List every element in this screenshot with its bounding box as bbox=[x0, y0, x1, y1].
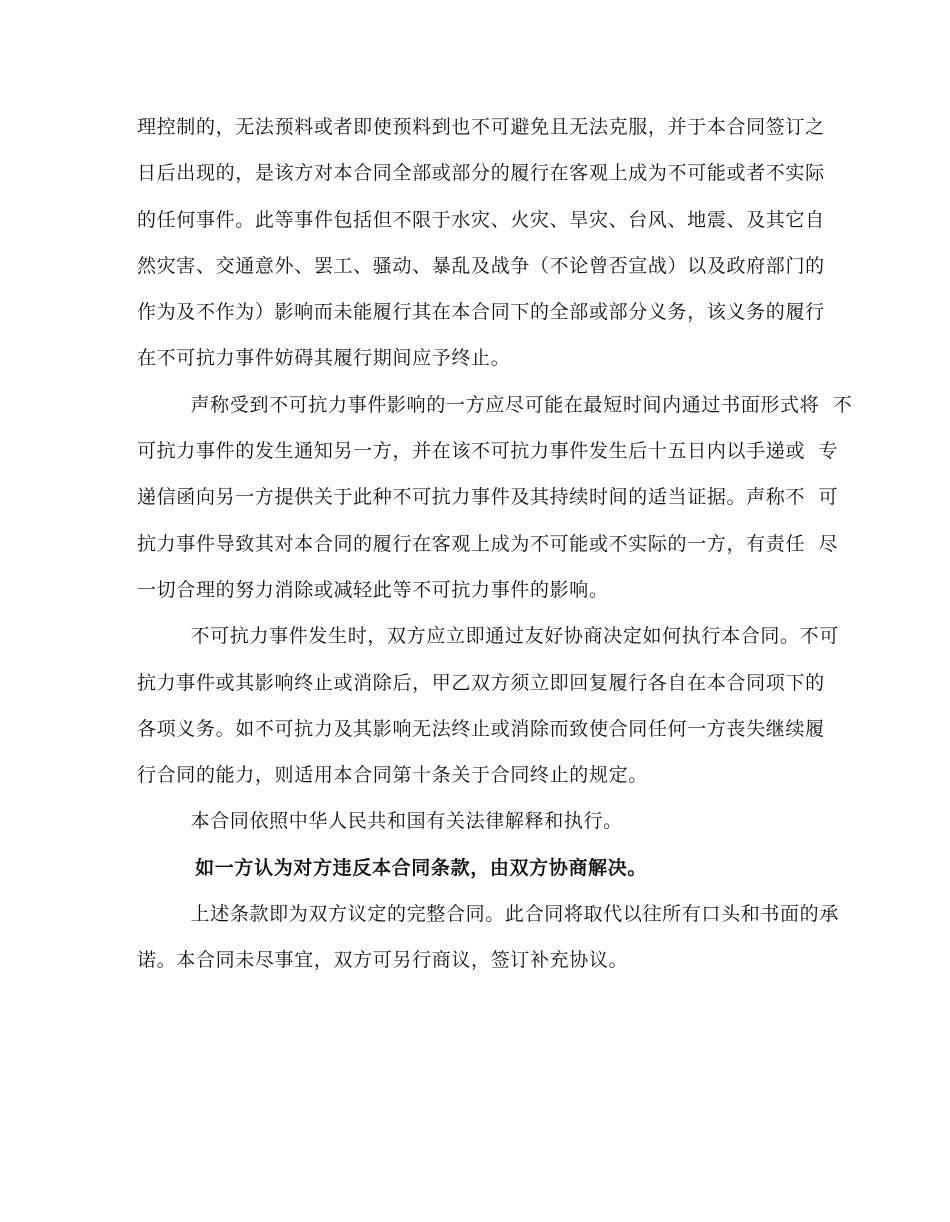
text-line-bold: 如一方认为对方违反本合同条款，由双方协商解决。 bbox=[137, 856, 648, 879]
text-line: 抗力事件导致其对本合同的履行在客观上成为不可能或不实际的一方，有责任 尽 bbox=[137, 532, 839, 555]
text-line: 作为及不作为）影响而未能履行其在本合同下的全部或部分义务，该义务的履行 bbox=[137, 301, 825, 324]
text-line: 理控制的，无法预料或者即使预料到也不可避免且无法克服，并于本合同签订之 bbox=[137, 116, 825, 138]
text-line: 一切合理的努力消除或减轻此等不可抗力事件的影响。 bbox=[137, 578, 609, 601]
text-line: 然灾害、交通意外、罢工、骚动、暴乱及战争（不论曾否宣战）以及政府部门的 bbox=[137, 254, 825, 277]
text-line: 上述条款即为双方议定的完整合同。此合同将取代以往所有口头和书面的承 bbox=[137, 903, 839, 926]
text-line: 在不可抗力事件妨碍其履行期间应予终止。 bbox=[137, 347, 511, 370]
text-line: 抗力事件或其影响终止或消除后，甲乙双方须立即回复履行各自在本合同项下的 bbox=[137, 671, 825, 694]
text-line: 日后出现的，是该方对本合同全部或部分的履行在客观上成为不可能或者不实际 bbox=[137, 162, 825, 185]
text-line: 本合同依照中华人民共和国有关法律解释和执行。 bbox=[137, 810, 623, 833]
text-line: 声称受到不可抗力事件影响的一方应尽可能在最短时间内通过书面形式将 不 bbox=[137, 393, 853, 416]
text-line: 递信函向另一方提供关于此种不可抗力事件及其持续时间的适当证据。声称不 可 bbox=[137, 486, 839, 509]
text-line: 不可抗力事件发生时，双方应立即通过友好协商决定如何执行本合同。不可 bbox=[137, 625, 839, 648]
document-body bbox=[137, 104, 853, 984]
text-line: 行合同的能力，则适用本合同第十条关于合同终止的规定。 bbox=[137, 764, 648, 787]
text-line: 诺。本合同未尽事宜，双方可另行商议，签订补充协议。 bbox=[137, 949, 629, 972]
text-line: 各项义务。如不可抗力及其影响无法终止或消除而致使合同任何一方丧失继续履 bbox=[137, 717, 825, 740]
text-line: 的任何事件。此等事件包括但不限于水灾、火灾、旱灾、台风、地震、及其它自 bbox=[137, 208, 825, 231]
text-line: 可抗力事件的发生通知另一方，并在该不可抗力事件发生后十五日内以手递或 专 bbox=[137, 440, 839, 463]
